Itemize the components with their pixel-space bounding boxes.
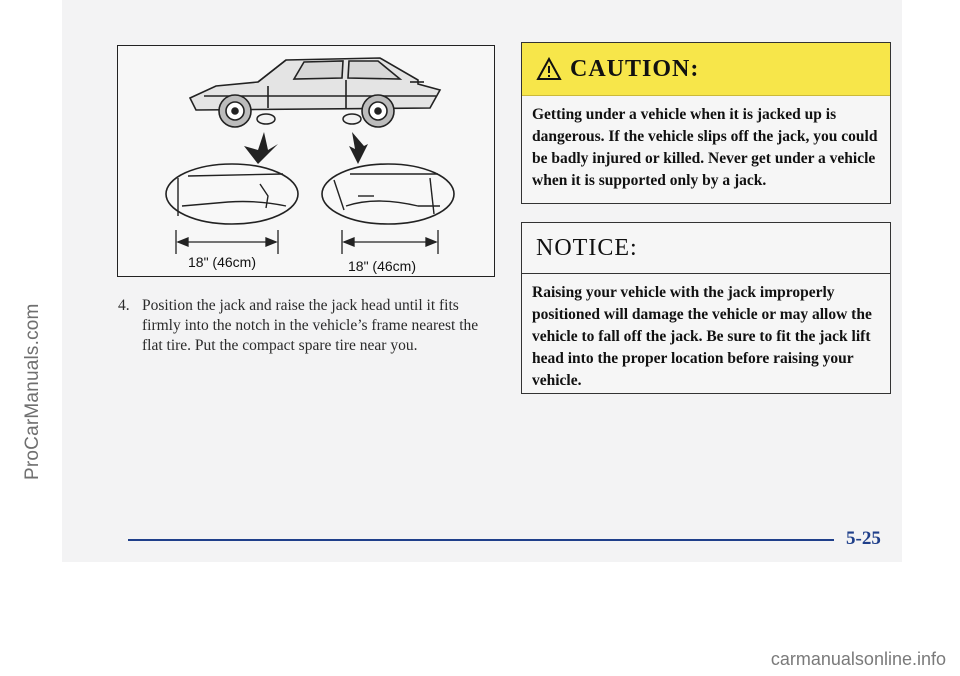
side-watermark: ProCarManuals.com (22, 303, 43, 480)
dimension-lines (176, 230, 438, 254)
instruction-step (118, 296, 488, 356)
bottom-watermark: carmanualsonline.info (770, 649, 946, 669)
dimension-label-right: 18" (46cm) (348, 258, 416, 274)
notice-box (521, 222, 891, 394)
jack-position-figure (117, 45, 495, 277)
notice-title: NOTICE: (536, 234, 638, 261)
dimension-label-left: 18" (46cm) (188, 254, 256, 270)
notice-header (522, 223, 890, 274)
pointer-arrows (244, 132, 368, 164)
caution-text: Getting under a vehicle when it is jacked up is dangerous. If the vehicle slips off the jack, you could be badly injured or killed. Never get under a vehicle when it is supported only by a jack. (532, 106, 878, 189)
footer-rule (128, 539, 834, 541)
jack-points (257, 114, 361, 124)
car-jack-illustration (118, 46, 494, 276)
caution-header (522, 43, 890, 96)
step-text: Position the jack and raise the jack head until it fits firmly into the notch in the vehicle’s frame nearest the flat tire. Put the compact spare tire near you. (142, 297, 479, 354)
step-number: 4. (118, 297, 130, 314)
warning-triangle-icon (536, 57, 562, 81)
page-number: 5-25 (846, 528, 881, 549)
detail-ellipses (166, 164, 454, 224)
notice-text: Raising your vehicle with the jack improperly positioned will damage the vehicle or may allow the vehicle to fall off the jack. Be sure to fit the jack lift head into the proper location before raising your vehicle. (532, 284, 872, 389)
caution-title: CAUTION: (570, 55, 700, 82)
caution-box (521, 42, 891, 204)
